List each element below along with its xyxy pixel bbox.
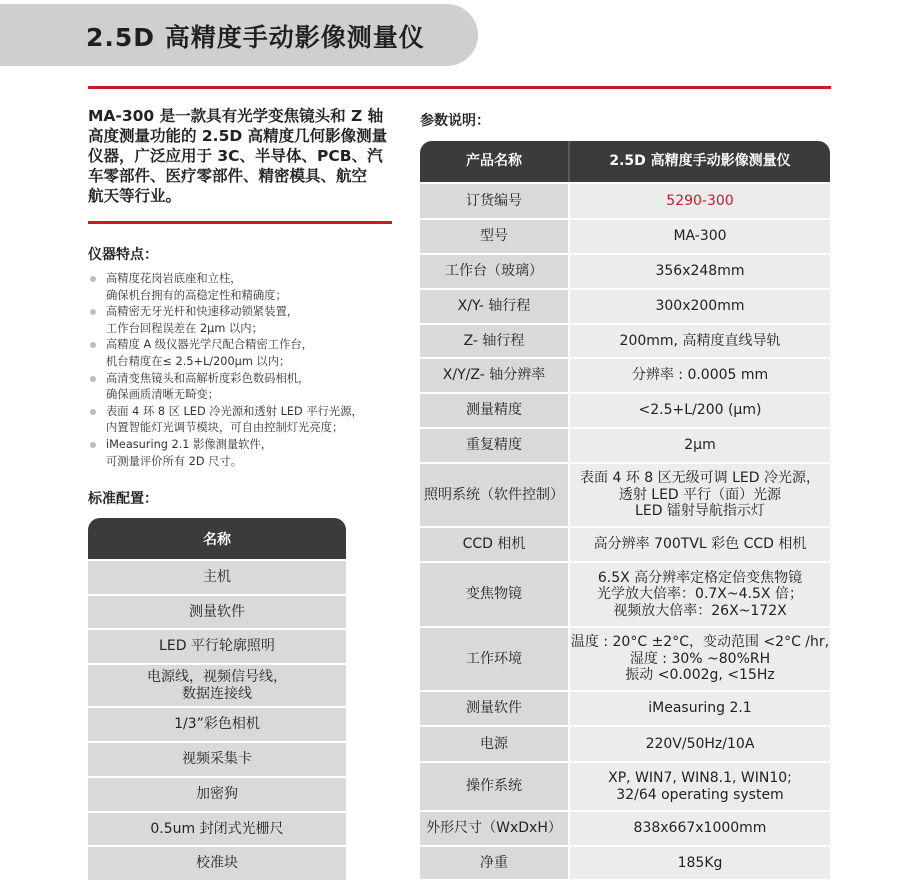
intro-divider [88, 221, 392, 224]
param-row-resolution [420, 357, 830, 392]
param-value: 5290-300 [570, 184, 830, 218]
param-row-power [420, 725, 830, 761]
params-header-row [420, 141, 830, 182]
param-value: 温度 : 20°C ±2°C，变动范围 <2°C /hr, 湿度 : 30% ~80%RH 振动 <0.002g, <15Hz [570, 628, 830, 690]
top-divider [88, 86, 831, 89]
param-value: 6.5X 高分辨率定格定倍变焦物镜 光学放大倍率：0.7X~4.5X 倍； 视频放大倍率：26X~172X [570, 563, 830, 626]
param-row-stage [420, 253, 830, 288]
param-key: 测量软件 [420, 692, 570, 725]
param-value: XP, WIN7, WIN8.1, WIN10; 32/64 operating system [570, 763, 830, 810]
param-value: 2μm [570, 429, 830, 462]
param-row-xy-travel [420, 288, 830, 323]
intro-line: 高度测量功能的 2.5D 高精度几何影像测量 [88, 127, 388, 145]
param-row-accuracy [420, 392, 830, 427]
param-row-software [420, 690, 830, 725]
param-row-environment [420, 626, 830, 690]
features-list [88, 271, 398, 470]
param-row-zoom-lens [420, 561, 830, 626]
param-row-z-travel [420, 323, 830, 357]
param-key: 型号 [420, 220, 570, 253]
param-row-lighting [420, 462, 830, 526]
feature-item: 高精密无牙光杆和快速移动锁紧装置， 工作台回程误差在 2μm 以内； [88, 304, 398, 337]
param-row-ccd [420, 526, 830, 561]
config-row: LED 平行轮廓照明 [88, 628, 346, 663]
feature-item: iMeasuring 2.1 影像测量软件， 可测量评价所有 2D 尺寸。 [88, 437, 398, 470]
config-row: 1/3”彩色相机 [88, 706, 346, 741]
config-row: 测量软件 [88, 594, 346, 628]
page-title: 2.5D 高精度手动影像测量仪 [86, 23, 425, 52]
config-row: 视频采集卡 [88, 741, 346, 776]
param-key: X/Y- 轴行程 [420, 290, 570, 323]
param-value: 356x248mm [570, 255, 830, 288]
params-table [420, 141, 830, 879]
feature-item: 表面 4 环 8 区 LED 冷光源和透射 LED 平行光源， 内置智能灯光调节模块，可自由控制灯光亮度； [88, 404, 398, 437]
param-key: X/Y/Z- 轴分辨率 [420, 359, 570, 392]
param-key: 测量精度 [420, 394, 570, 427]
config-title: 标准配置： [88, 491, 158, 507]
param-value: 220V/50Hz/10A [570, 727, 830, 761]
param-key: CCD 相机 [420, 528, 570, 561]
param-row-weight [420, 845, 830, 879]
param-key: 净重 [420, 847, 570, 879]
param-value: iMeasuring 2.1 [570, 692, 830, 725]
param-value: 高分辨率 700TVL 彩色 CCD 相机 [570, 528, 830, 561]
config-row: 0.5um 封闭式光栅尺 [88, 811, 346, 845]
param-key: 订货编号 [420, 184, 570, 218]
param-key: 操作系统 [420, 763, 570, 810]
config-row: 电源线，视频信号线， 数据连接线 [88, 663, 346, 706]
param-row-repeatability [420, 427, 830, 462]
config-row: 加密狗 [88, 776, 346, 811]
param-value: 表面 4 环 8 区无级可调 LED 冷光源， 透射 LED 平行（面）光源 LED 镭射导航指示灯 [570, 464, 830, 526]
intro-line: MA-300 是一款具有光学变焦镜头和 Z 轴 [88, 107, 384, 125]
params-header-value: 2.5D 高精度手动影像测量仪 [570, 141, 830, 182]
param-key: 工作台（玻璃） [420, 255, 570, 288]
config-row: 校准块 [88, 845, 346, 880]
param-key: 外形尺寸（WxDxH） [420, 812, 570, 845]
feature-item: 高精度花岗岩底座和立柱， 确保机台拥有的高稳定性和精确度； [88, 271, 398, 304]
param-row-model [420, 218, 830, 253]
param-key: 电源 [420, 727, 570, 761]
config-header: 名称 [88, 518, 346, 559]
param-value: 838x667x1000mm [570, 812, 830, 845]
param-key: 重复精度 [420, 429, 570, 462]
param-value: 185Kg [570, 847, 830, 879]
intro-line: 车零部件、医疗零部件、精密模具、航空 [88, 167, 368, 185]
param-row-dimensions [420, 810, 830, 845]
intro-line: 航天等行业。 [88, 187, 182, 205]
param-row-order-number [420, 182, 830, 218]
intro-paragraph [88, 106, 396, 206]
feature-item: 高清变焦镜头和高解析度彩色数码相机， 确保画质清晰无畸变； [88, 371, 398, 404]
param-key: Z- 轴行程 [420, 325, 570, 357]
param-value: 200mm, 高精度直线导轨 [570, 325, 830, 357]
config-table [88, 518, 346, 880]
param-key: 工作环境 [420, 628, 570, 690]
config-row: 主机 [88, 559, 346, 594]
params-header-key: 产品名称 [420, 141, 570, 182]
param-value: 300x200mm [570, 290, 830, 323]
param-value: <2.5+L/200 (μm) [570, 394, 830, 427]
param-key: 变焦物镜 [420, 563, 570, 626]
params-title: 参数说明： [420, 113, 490, 129]
param-value: 分辨率 : 0.0005 mm [570, 359, 830, 392]
param-key: 照明系统（软件控制） [420, 464, 570, 526]
feature-item: 高精度 A 级仪器光学尺配合精密工作台， 机台精度在≤ 2.5+L/200μm 以内； [88, 337, 398, 370]
param-row-os [420, 761, 830, 810]
intro-line: 仪器，广泛应用于 3C、半导体、PCB、汽 [88, 147, 383, 165]
param-value: MA-300 [570, 220, 830, 253]
features-title: 仪器特点： [88, 247, 158, 263]
